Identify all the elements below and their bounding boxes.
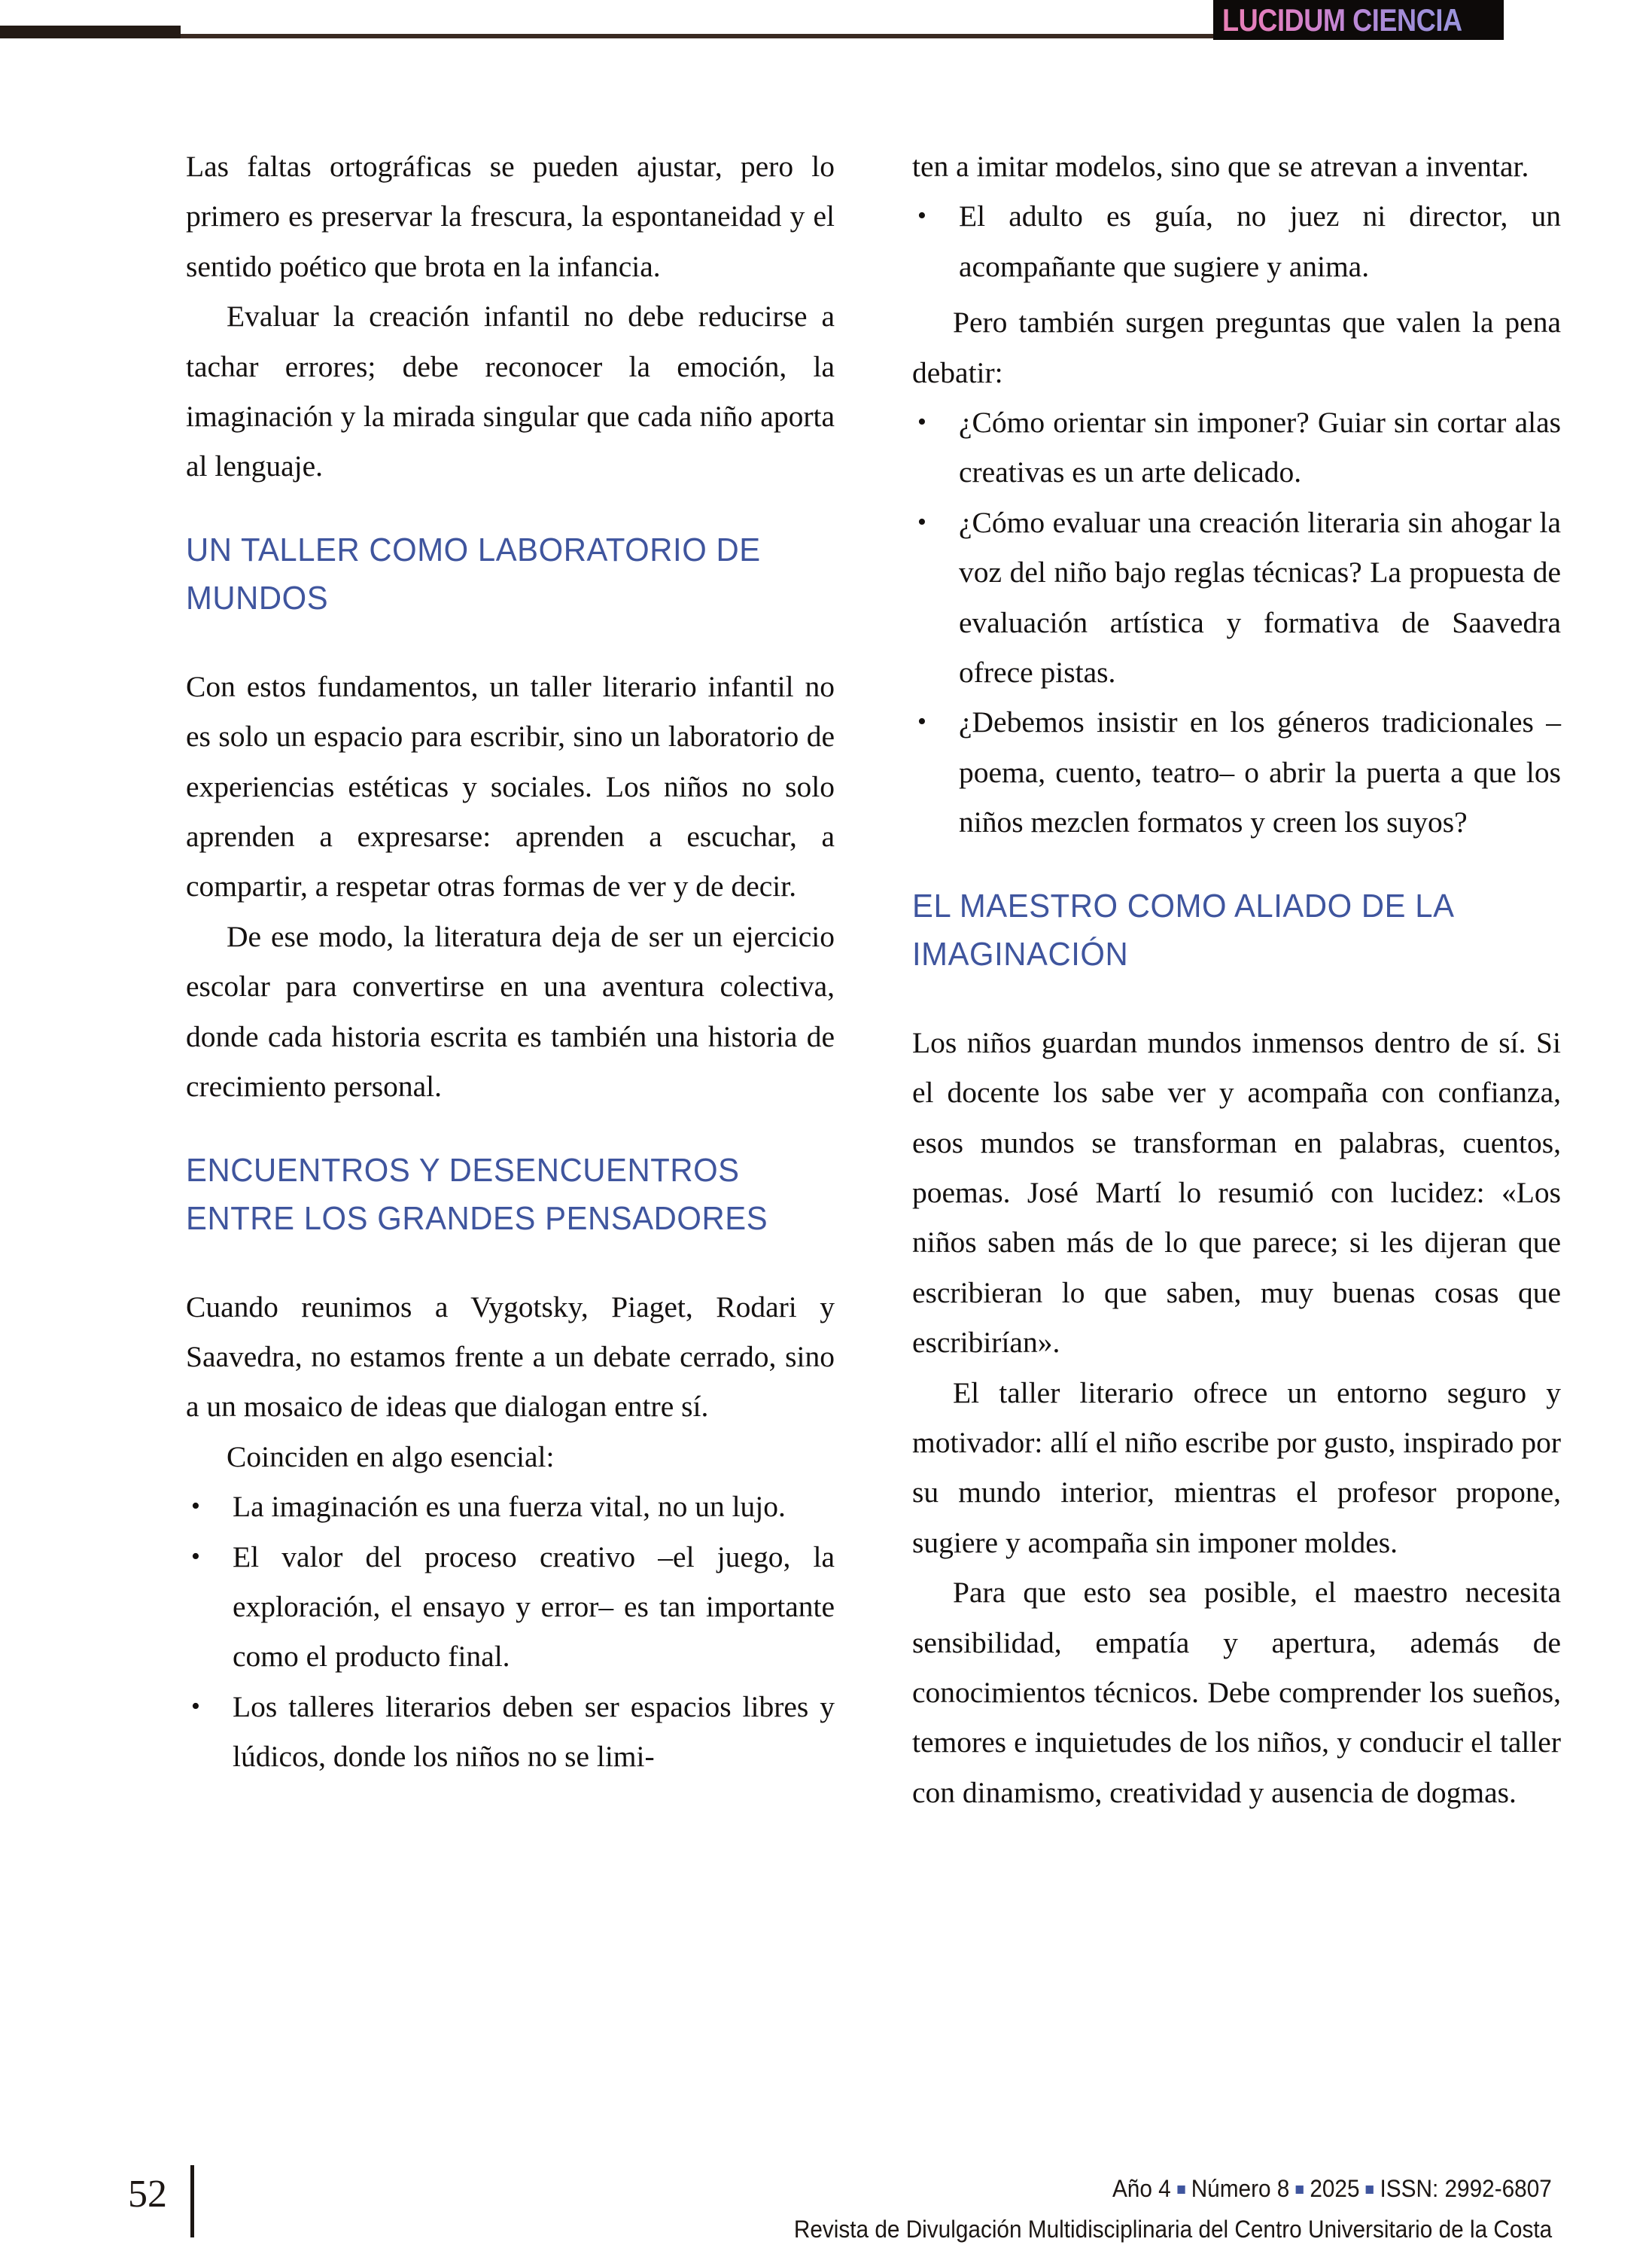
heading-maestro-aliado: EL MAESTRO COMO ALIADO DE LA IMAGINACIÓN bbox=[912, 887, 1453, 973]
bullet-list-adulto bbox=[912, 191, 1561, 291]
list-item: • ¿Cómo orientar sin imponer? Guiar sin cortar alas creativas es un arte delicado. bbox=[912, 398, 1561, 498]
spacer bbox=[186, 623, 835, 662]
footer-issue-line bbox=[1112, 2173, 1552, 2204]
bullet-list-coincidencias bbox=[186, 1482, 835, 1781]
separator-square-icon bbox=[1296, 2186, 1304, 2194]
paragraph-coinciden: Coinciden en algo esencial: bbox=[227, 1439, 555, 1473]
separator-square-icon bbox=[1177, 2186, 1185, 2194]
separator-square-icon bbox=[1366, 2186, 1374, 2194]
paragraph-cuando-reunimos: Cuando reunimos a Vygotsky, Piaget, Rodari y Saavedra, no estamos frente a un debate cerrado, sino a un mosaico de ideas que dialogan entre sí. bbox=[186, 1290, 835, 1424]
paragraph-con-estos-fundamentos: Con estos fundamentos, un taller literario infantil no es solo un espacio para escribir, sino un laboratorio de experiencias estéticas y sociales. Los niños no solo aprenden a expresarse: aprenden a escuchar, a compartir, a respetar otras formas de ver y de decir. bbox=[186, 669, 835, 903]
spacer bbox=[186, 1243, 835, 1282]
bullet-list-preguntas bbox=[912, 398, 1561, 848]
list-item: • El valor del proceso creativo –el juego, la exploración, el ensayo y error– es tan importante como el producto final. bbox=[186, 1532, 835, 1682]
list-item: • ¿Debemos insistir en los géneros tradicionales –poema, cuento, teatro– o abrir la puerta a que los niños mezclen formatos y creen los suyos? bbox=[912, 697, 1561, 847]
heading-taller-laboratorio: UN TALLER COMO LABORATORIO DE MUNDOS bbox=[186, 531, 761, 617]
spacer bbox=[912, 848, 1561, 882]
footer-divider bbox=[190, 2165, 194, 2237]
list-item: • Los talleres literarios deben ser espacios libres y lúdicos, donde los niños no se limi- bbox=[186, 1682, 835, 1782]
paragraph-pero-tambien-surgen: Pero también surgen preguntas que valen la pena debatir: bbox=[912, 306, 1561, 389]
paragraph-para-que-esto-sea-posible: Para que esto sea posible, el maestro necesita sensibilidad, empatía y apertura, además de conocimientos técnicos. Debe comprender los sueños, temores e inquietudes de los niños, y conducir el taller con dinamismo, creatividad y ausencia de dogmas. bbox=[912, 1576, 1561, 1809]
footer-year: 2025 bbox=[1310, 2175, 1360, 2202]
heading-encuentros-desencuentros: ENCUENTROS Y DESENCUENTROS ENTRE LOS GRANDES PENSADORES bbox=[186, 1151, 768, 1237]
footer-issn: ISSN: 2992-6807 bbox=[1380, 2175, 1552, 2202]
spacer bbox=[186, 492, 835, 526]
paragraph-continuation-imitar-modelos: ten a imitar modelos, sino que se atrevan a inventar. bbox=[912, 150, 1529, 183]
spacer bbox=[912, 291, 1561, 297]
paragraph-taller-entorno-seguro: El taller literario ofrece un entorno seguro y motivador: allí el niño escribe por gusto, inspirado por su mundo interior, mientras el profesor propone, sugiere y acompaña sin imponer moldes. bbox=[912, 1375, 1561, 1559]
list-item: • El adulto es guía, no juez ni director, un acompañante que sugiere y anima. bbox=[912, 191, 1561, 291]
column-left bbox=[186, 142, 835, 1782]
page-footer bbox=[0, 2155, 1652, 2251]
spacer bbox=[186, 1112, 835, 1147]
brand-title: LUCIDUM CIENCIA bbox=[1222, 2, 1462, 38]
footer-subtitle: Revista de Divulgación Multidisciplinaria del Centro Universitario de la Costa bbox=[793, 2216, 1552, 2243]
paragraph-ninos-guardan-mundos: Los niños guardan mundos inmensos dentro de sí. Si el docente los sabe ver y acompaña con confianza, esos mundos se transforman en palabras, cuentos, poemas. José Martí lo resumió con lucidez: «Los niños saben más de lo que parece; si les dijeran que escribieran lo que saben, muy buenas cosas que escribirían». bbox=[912, 1025, 1561, 1360]
paragraph-evaluar-creacion: Evaluar la creación infantil no debe reducirse a tachar errores; debe reconocer la emoción, la imaginación y la mirada singular que cada niño aporta al lenguaje. bbox=[186, 300, 835, 483]
column-right bbox=[912, 142, 1561, 1817]
footer-year-label: Año 4 bbox=[1112, 2175, 1171, 2202]
list-item: • La imaginación es una fuerza vital, no un lujo. bbox=[186, 1482, 835, 1531]
page-number: 52 bbox=[128, 2173, 167, 2216]
paragraph-faltas-ortograficas: Las faltas ortográficas se pueden ajustar, pero lo primero es preservar la frescura, la espontaneidad y el sentido poético que brota en la infancia. bbox=[186, 150, 835, 283]
list-item: • ¿Cómo evaluar una creación literaria sin ahogar la voz del niño bajo reglas técnicas? La propuesta de evaluación artística y formativa de Saavedra ofrece pistas. bbox=[912, 498, 1561, 698]
spacer bbox=[912, 979, 1561, 1018]
footer-number-label: Número 8 bbox=[1191, 2175, 1290, 2202]
paragraph-de-ese-modo: De ese modo, la literatura deja de ser un ejercicio escolar para convertirse en una aventura colectiva, donde cada historia escrita es también una historia de crecimiento personal. bbox=[186, 919, 835, 1104]
